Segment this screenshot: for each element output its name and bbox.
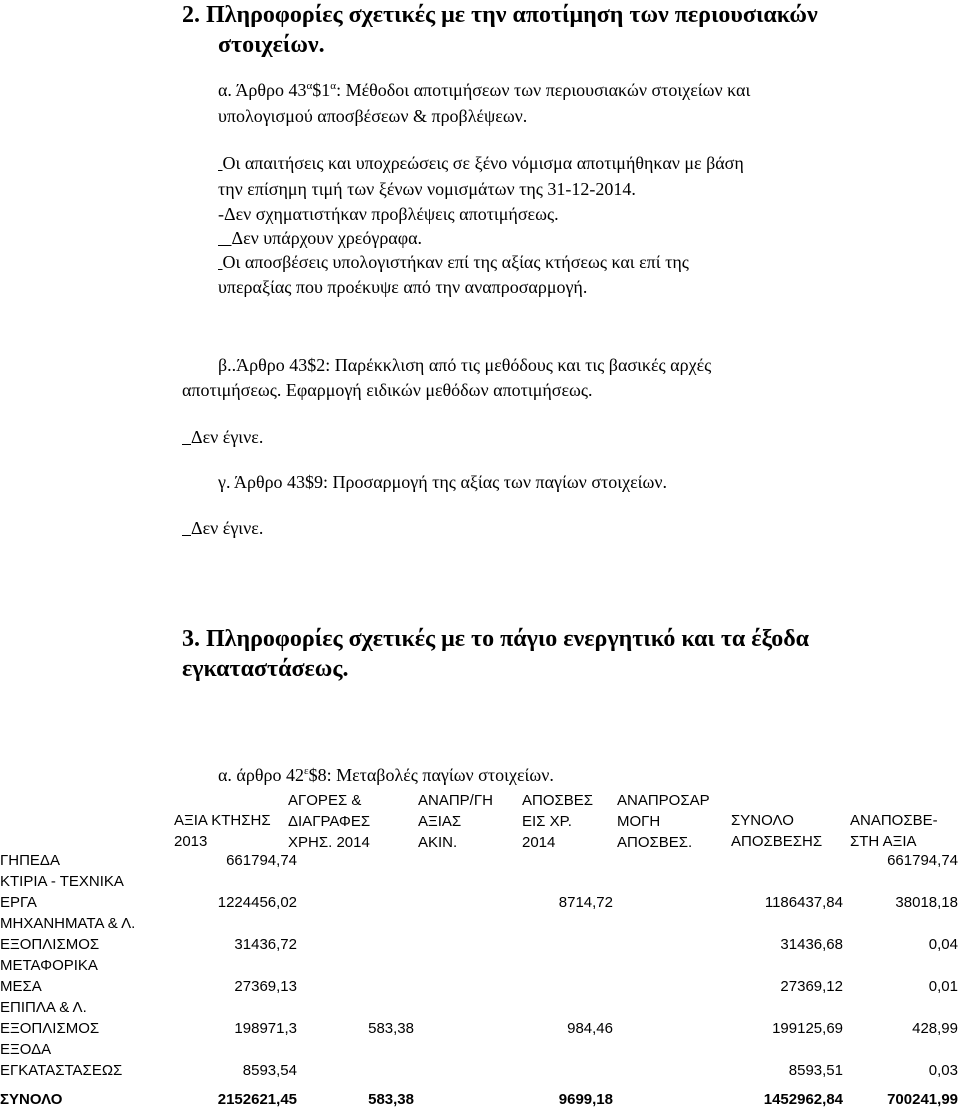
section2-a-line2: υπολογισμού αποσβέσεων & προβλέψεων. — [218, 106, 528, 126]
table-cell: 0,01 — [928, 978, 958, 995]
total-cell: 1452962,84 — [763, 1091, 843, 1108]
table-cell: 428,99 — [912, 1020, 958, 1037]
row-label: ΚΤΙΡΙΑ - ΤΕΧΝΙΚΑ — [0, 873, 124, 890]
a-heading-sup2: α — [330, 80, 337, 92]
bullet-line: Οι απαιτήσεις και υποχρεώσεις σε ξένο νόμισμα αποτιμήθηκαν με βάση — [222, 153, 744, 173]
header-acquisition-value: ΑΞΙΑ ΚΤΗΣΗΣ 2013 — [174, 812, 271, 850]
bullet-line: Οι αποσβέσεις υπολογιστήκαν επί της αξίας κτήσεως και επί της — [222, 252, 689, 272]
table-cell: 984,46 — [567, 1020, 613, 1037]
row-label: ΓΗΠΕΔΑ — [0, 852, 60, 869]
row-label: ΕΞΟΠΛΙΣΜΟΣ — [0, 1020, 100, 1037]
total-cell: 9699,18 — [558, 1091, 613, 1108]
section2-a-heading — [218, 80, 750, 101]
table-cell: 8593,54 — [242, 1062, 297, 1079]
row-label: ΕΞΟΔΑ — [0, 1041, 52, 1058]
row-label: ΕΞΟΠΛΙΣΜΟΣ — [0, 936, 100, 953]
header-purchases-deletions: ΑΓΟΡΕΣ & ΔΙΑΓΡΑΦΕΣ ΧΡΗΣ. 2014 — [288, 792, 371, 851]
section2-c-line: γ. Άρθρο 43$9: Προσαρμογή της αξίας των παγίων στοιχείων. — [218, 472, 667, 492]
section2-b-note: Δεν έγινε. — [191, 427, 264, 447]
table-cell: 198971,3 — [234, 1020, 297, 1037]
header-depreciation-2014: ΑΠΟΣΒΕΣ ΕΙΣ ΧΡ. 2014 — [522, 792, 594, 851]
a-heading-mid: $1 — [312, 80, 331, 100]
total-label: ΣΥΝΟΛΟ — [0, 1091, 63, 1108]
table-cell: 31436,68 — [780, 936, 843, 953]
total-cell: 2152621,45 — [217, 1091, 297, 1108]
table-cell: 0,03 — [928, 1062, 958, 1079]
row-label: ΕΓΚΑΤΑΣΤΑΣΕΩΣ — [0, 1062, 123, 1079]
section3-a-sup: ε — [303, 765, 309, 777]
header-revaluation: ΑΝΑΠΡ/ΓΗ ΑΞΙΑΣ ΑΚΙΝ. — [418, 792, 493, 851]
table-cell: 661794,74 — [226, 852, 297, 869]
table-cell: 0,04 — [928, 936, 958, 953]
bullet-line: την επίσημη τιμή των ξένων νομισμάτων της 31-12-2014. — [218, 179, 636, 199]
section3-a-heading — [218, 765, 554, 786]
a-heading-sup1: α — [306, 80, 313, 92]
section2-b-line1: β..Άρθρο 43$2: Παρέκκλιση από τις μεθόδους και τις βασικές αρχές — [218, 355, 712, 375]
a-heading-prefix: α. Άρθρο 43 — [218, 80, 307, 100]
section2-title-line1: 2. Πληροφορίες σχετικές με την αποτίμηση των περιουσιακών — [182, 2, 818, 28]
table-cell: 27369,12 — [780, 978, 843, 995]
total-cell: 583,38 — [368, 1091, 414, 1108]
table-cell: 661794,74 — [887, 852, 958, 869]
table-cell: 8714,72 — [558, 894, 613, 911]
table-cell: 1224456,02 — [217, 894, 297, 911]
total-cell: 700241,99 — [887, 1091, 958, 1108]
bullet-line: -Δεν σχηματιστήκαν προβλέψεις αποτιμήσεως. — [218, 204, 559, 224]
row-label: ΕΠΙΠΛΑ & Λ. — [0, 999, 87, 1016]
section2-title-line2: στοιχείων. — [218, 32, 325, 58]
bullet-line: Δεν υπάρχουν χρεόγραφα. — [231, 228, 423, 248]
section3-a-prefix: α. άρθρο 42 — [218, 765, 304, 785]
header-net-value: ΑΝΑΠΟΣΒΕ- ΣΤΗ ΑΞΙΑ — [850, 812, 938, 850]
section3-title-line2: εγκαταστάσεως. — [182, 656, 349, 682]
row-label: ΜΕΣΑ — [0, 978, 42, 995]
table-cell: 31436,72 — [234, 936, 297, 953]
section2-b-line2: αποτιμήσεως. Εφαρμογή ειδικών μεθόδων αποτιμήσεως. — [182, 380, 593, 400]
table-cell: 27369,13 — [234, 978, 297, 995]
table-cell: 583,38 — [368, 1020, 414, 1037]
bullet-line: υπεραξίας που προέκυψε από την αναπροσαρμογή. — [218, 277, 588, 297]
table-cell: 199125,69 — [772, 1020, 843, 1037]
header-total-depreciation: ΣΥΝΟΛΟ ΑΠΟΣΒΕΣΗΣ — [731, 812, 823, 850]
table-cell: 8593,51 — [788, 1062, 843, 1079]
header-depreciation-adjustment: ΑΝΑΠΡΟΣΑΡ ΜΟΓΗ ΑΠΟΣΒΕΣ. — [617, 792, 710, 851]
table-cell: 38018,18 — [895, 894, 958, 911]
section3-a-suffix: $8: Μεταβολές παγίων στοιχείων. — [308, 765, 554, 785]
section3-title-line1: 3. Πληροφορίες σχετικές με το πάγιο ενεργητικό και τα έξοδα — [182, 626, 810, 652]
row-label: ΜΗΧΑΝΗΜΑΤΑ & Λ. — [0, 915, 136, 932]
row-label: ΜΕΤΑΦΟΡΙΚΑ — [0, 957, 98, 974]
row-label: ΕΡΓΑ — [0, 894, 37, 911]
section2-c-note: Δεν έγινε. — [191, 518, 264, 538]
a-heading-suffix: : Μέθοδοι αποτιμήσεων των περιουσιακών στοιχείων και — [336, 80, 751, 100]
table-cell: 1186437,84 — [764, 894, 843, 911]
